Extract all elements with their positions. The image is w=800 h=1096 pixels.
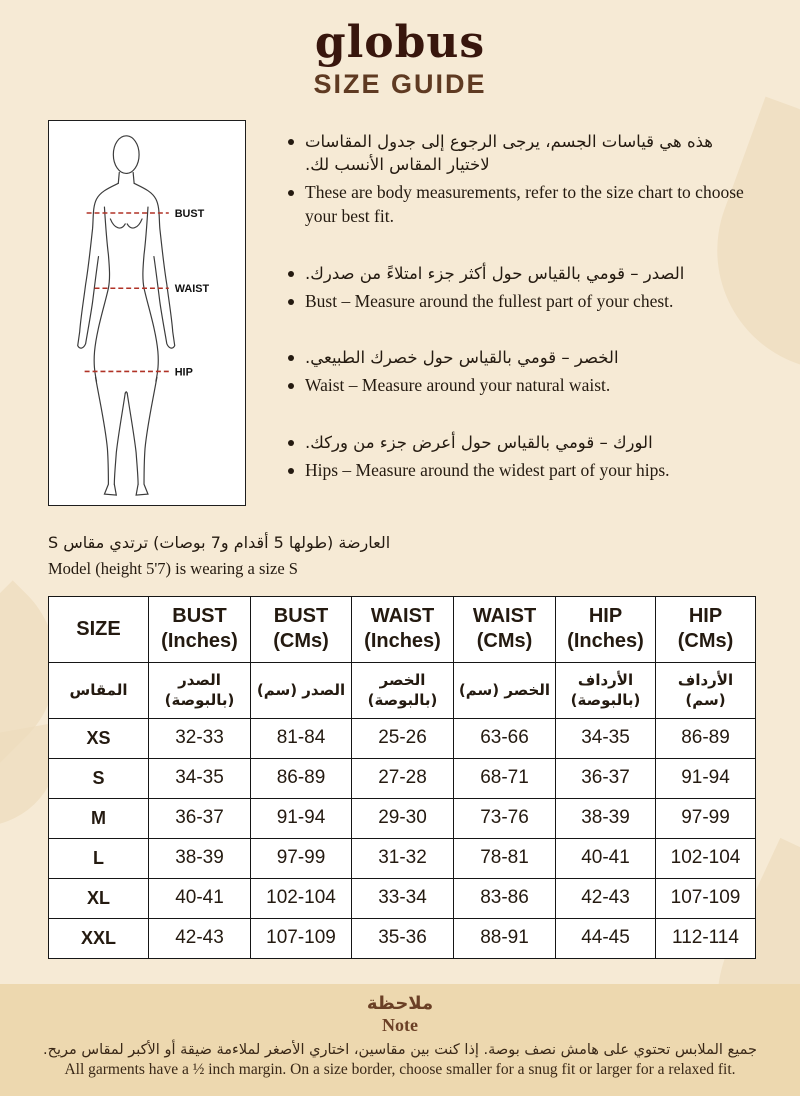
instruction-line-en bbox=[288, 290, 755, 314]
instruction-text-ar: هذه هي قياسات الجسم، يرجى الرجوع إلى جدول المقاسات لاختيار المقاس الأنسب لك. bbox=[305, 132, 714, 175]
header-hip-inches-ar: الأرداف (بالبوصة) bbox=[556, 662, 656, 718]
instruction-general bbox=[288, 130, 755, 228]
instruction-text-ar: الصدر – قومي بالقياس حول أكثر جزء امتلاءً من صدرك. bbox=[305, 263, 685, 283]
instruction-text-en: Waist – Measure around your natural waist. bbox=[305, 375, 611, 396]
size-cell: L bbox=[49, 838, 149, 878]
measurement-cell: 34-35 bbox=[149, 758, 251, 798]
measurement-cell: 73-76 bbox=[454, 798, 556, 838]
page-title: SIZE GUIDE bbox=[313, 69, 487, 100]
size-cell: XL bbox=[49, 878, 149, 918]
model-size-note bbox=[0, 506, 800, 580]
measurement-instructions bbox=[246, 120, 755, 506]
measurement-cell: 27-28 bbox=[352, 758, 454, 798]
table-row bbox=[49, 918, 756, 958]
instruction-line-ar bbox=[288, 130, 755, 176]
measurement-cell: 29-30 bbox=[352, 798, 454, 838]
header-size: SIZE bbox=[49, 596, 149, 662]
page-header bbox=[0, 0, 800, 100]
bullet-icon bbox=[288, 190, 294, 196]
measurement-cell: 88-91 bbox=[454, 918, 556, 958]
note-body-ar: جميع الملابس تحتوي على هامش نصف بوصة. إذا كنت بين مقاسين، اختاري الأصغر لملاءمة ضيقة أو الأكبر لمقاس مريح. bbox=[43, 1042, 757, 1058]
instruction-text-en: Hips – Measure around the widest part of your hips. bbox=[305, 460, 670, 481]
note-title-ar: ملاحظة bbox=[366, 993, 434, 1014]
measurement-cell: 78-81 bbox=[454, 838, 556, 878]
size-cell: XS bbox=[49, 718, 149, 758]
measurement-section bbox=[0, 100, 800, 506]
measurement-cell: 36-37 bbox=[149, 798, 251, 838]
instruction-text-ar: الخصر – قومي بالقياس حول خصرك الطبيعي. bbox=[305, 348, 619, 368]
measurement-cell: 34-35 bbox=[556, 718, 656, 758]
measurement-cell: 91-94 bbox=[251, 798, 352, 838]
table-row bbox=[49, 838, 756, 878]
measurement-cell: 86-89 bbox=[656, 718, 756, 758]
header-size-ar: المقاس bbox=[49, 662, 149, 718]
instruction-text-en: Bust – Measure around the fullest part of your chest. bbox=[305, 290, 674, 311]
instruction-text-ar: الورك – قومي بالقياس حول أعرض جزء من وركك. bbox=[305, 433, 653, 453]
bullet-icon bbox=[288, 383, 294, 389]
bullet-icon bbox=[288, 271, 294, 277]
measurement-cell: 102-104 bbox=[251, 878, 352, 918]
measurement-cell: 102-104 bbox=[656, 838, 756, 878]
size-cell: S bbox=[49, 758, 149, 798]
header-waist-cms: WAIST (CMs) bbox=[454, 596, 556, 662]
measurement-cell: 97-99 bbox=[656, 798, 756, 838]
measurement-cell: 40-41 bbox=[556, 838, 656, 878]
measurement-cell: 107-109 bbox=[656, 878, 756, 918]
measurement-cell: 86-89 bbox=[251, 758, 352, 798]
measurement-cell: 36-37 bbox=[556, 758, 656, 798]
header-waist-cms-ar: الخصر (سم) bbox=[454, 662, 556, 718]
waist-label: WAIST bbox=[174, 283, 210, 296]
model-note-ar: العارضة (طولها 5 أقدام و7 بوصات) ترتدي مقاس S bbox=[48, 533, 391, 553]
bullet-icon bbox=[288, 355, 294, 361]
instruction-hip bbox=[288, 431, 755, 483]
measurement-cell: 31-32 bbox=[352, 838, 454, 878]
measurement-cell: 107-109 bbox=[251, 918, 352, 958]
measurement-cell: 32-33 bbox=[149, 718, 251, 758]
table-row bbox=[49, 798, 756, 838]
measurement-cell: 83-86 bbox=[454, 878, 556, 918]
instruction-line-ar bbox=[288, 431, 755, 454]
instruction-bust bbox=[288, 262, 755, 314]
instruction-line-en bbox=[288, 459, 755, 483]
measurement-cell: 63-66 bbox=[454, 718, 556, 758]
brand-logo: globus bbox=[314, 17, 486, 68]
bullet-icon bbox=[288, 139, 294, 145]
table-row bbox=[49, 718, 756, 758]
note-section bbox=[0, 984, 800, 1096]
header-waist-inches-ar: الخصر (بالبوصة) bbox=[352, 662, 454, 718]
header-bust-inches: BUST (Inches) bbox=[149, 596, 251, 662]
measurement-cell: 40-41 bbox=[149, 878, 251, 918]
measurement-cell: 38-39 bbox=[149, 838, 251, 878]
instruction-line-ar bbox=[288, 346, 755, 369]
measurement-cell: 68-71 bbox=[454, 758, 556, 798]
instruction-line-ar bbox=[288, 262, 755, 285]
instruction-line-en bbox=[288, 181, 755, 228]
table-header-row-ar bbox=[49, 662, 756, 718]
table-row bbox=[49, 758, 756, 798]
header-bust-inches-ar: الصدر (بالبوصة) bbox=[149, 662, 251, 718]
header-bust-cms: BUST (CMs) bbox=[251, 596, 352, 662]
measurement-cell: 81-84 bbox=[251, 718, 352, 758]
measurement-cell: 38-39 bbox=[556, 798, 656, 838]
hip-label: HIP bbox=[174, 366, 193, 379]
table-row bbox=[49, 878, 756, 918]
measurement-cell: 91-94 bbox=[656, 758, 756, 798]
measurement-cell: 42-43 bbox=[149, 918, 251, 958]
model-note-en: Model (height 5'7) is wearing a size S bbox=[48, 558, 298, 578]
bullet-icon bbox=[288, 440, 294, 446]
header-waist-inches: WAIST (Inches) bbox=[352, 596, 454, 662]
bullet-icon bbox=[288, 468, 294, 474]
measurement-cell: 42-43 bbox=[556, 878, 656, 918]
header-bust-cms-ar: الصدر (سم) bbox=[251, 662, 352, 718]
figure-head bbox=[113, 136, 139, 174]
measurement-cell: 112-114 bbox=[656, 918, 756, 958]
note-title-en: Note bbox=[382, 1015, 418, 1035]
header-hip-inches: HIP (Inches) bbox=[556, 596, 656, 662]
instruction-text-en: These are body measurements, refer to the size chart to choose your best fit. bbox=[305, 182, 744, 226]
bullet-icon bbox=[288, 299, 294, 305]
instruction-line-en bbox=[288, 374, 755, 398]
measurement-cell: 33-34 bbox=[352, 878, 454, 918]
body-figure-box bbox=[48, 120, 246, 506]
body-figure-illustration bbox=[49, 121, 245, 505]
measurement-cell: 97-99 bbox=[251, 838, 352, 878]
size-cell: XXL bbox=[49, 918, 149, 958]
measurement-cell: 25-26 bbox=[352, 718, 454, 758]
size-table-body bbox=[49, 718, 756, 958]
instruction-waist bbox=[288, 346, 755, 398]
bust-label: BUST bbox=[174, 208, 205, 221]
note-body-en: All garments have a ½ inch margin. On a size border, choose smaller for a snug fit or larger for a relaxed fit. bbox=[64, 1061, 736, 1078]
measurement-cell: 44-45 bbox=[556, 918, 656, 958]
header-hip-cms-ar: الأرداف (سم) bbox=[656, 662, 756, 718]
size-chart-table bbox=[48, 596, 756, 959]
table-header-row-en bbox=[49, 596, 756, 662]
measurement-cell: 35-36 bbox=[352, 918, 454, 958]
size-cell: M bbox=[49, 798, 149, 838]
header-hip-cms: HIP (CMs) bbox=[656, 596, 756, 662]
